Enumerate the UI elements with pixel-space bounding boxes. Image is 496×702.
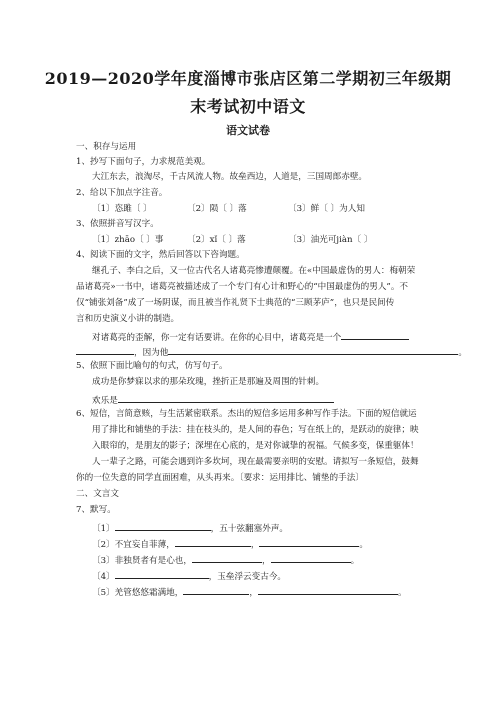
q4-answer-blank-1[interactable] <box>341 330 409 340</box>
q3-label: 3、依照拼音写汉字。 <box>76 219 159 229</box>
section2-heading: 二、文言文 <box>76 489 119 499</box>
q7-item-2-blank-2[interactable] <box>259 537 359 547</box>
q6-line2: 用了排比和铺垫的手法：挂在枝头的，是人间的春色；写在纸上的，是跃动的旋律；映 <box>92 425 419 435</box>
q7-item-4-text: ，玉垒浮云变古今。 <box>208 572 287 582</box>
q4-passage-line2: 品诸葛亮»一书中，诸葛亮被描述成了一个专门有心计和野心的“中国最虚伪的男人”。不 <box>76 282 409 292</box>
q6-line1: 6、短信，言简意赅，与生活紧密联系。杰出的短信多运用多种写作手法。下面的短信就运 <box>76 409 417 419</box>
q7-item-2-comma: ， <box>250 540 260 550</box>
q3-item-3: 〔3〕油光可jiàn〔 〕 <box>288 235 373 245</box>
q1-text: 大江东去，浪淘尽，千古风流人物。故垒西边，人道是，三国周郎赤壁。 <box>92 172 368 182</box>
q7-item-4-number: 〔4〕 <box>92 572 115 582</box>
q7-item-1-blank[interactable] <box>115 521 211 531</box>
q2-item-2: 〔2〕陨〔 〕落 <box>187 204 247 214</box>
q4-passage-line4: 言和历史演义小讲的制造。 <box>76 314 180 324</box>
exam-subtitle: 语文试卷 <box>226 124 270 137</box>
q7-item-1-text: ，五十弦翻塞外声。 <box>210 524 289 534</box>
q7-item-3 <box>92 553 359 567</box>
q7-item-2-text: 〔2〕不宜妄自菲薄， <box>92 540 175 550</box>
q5-prompt-text: 欢乐是 <box>92 396 118 406</box>
q4-answer-blank-3[interactable] <box>168 345 458 355</box>
q7-item-1 <box>92 521 288 535</box>
q4-because-text: ，因为他 <box>134 348 169 358</box>
q7-item-2-end: 。 <box>359 540 369 550</box>
q7-item-2-blank-1[interactable] <box>175 537 251 547</box>
q7-item-3-blank-2[interactable] <box>271 553 351 563</box>
q7-item-2 <box>92 537 368 551</box>
exam-title-line1: 2019—2020学年度淄博市张店区第二学期初三年级期 <box>44 69 452 88</box>
q7-item-3-end: 。 <box>350 556 360 566</box>
q6-line4: 人一辈子之路，可能会遇到许多坎坷，现在最需要亲明的安慰。请拟写一条短信，鼓舞 <box>92 457 419 467</box>
q4-passage-line1: 继孔子、李白之后，又一位古代名人诸葛亮惨遭颠覆。在«中国最虚伪的男人：梅朝荣 <box>92 266 416 276</box>
q2-item-3: 〔3〕鲜〔 〕为人知 <box>288 204 365 214</box>
q7-item-5-text: 〔5〕羌管悠悠霜满地， <box>92 588 184 598</box>
q7-item-5-blank-2[interactable] <box>258 585 398 595</box>
q4-prompt-text: 对诸葛亮的歪解，你一定有话要讲。在你的心目中，诸葛亮是一个 <box>92 333 342 343</box>
q7-item-5-end: 。 <box>398 588 407 598</box>
q5-example: 成功是你梦寐以求的那朵玫瑰，挫折正是那遍及周围的针刺。 <box>92 377 325 387</box>
section1-heading: 一、积存与运用 <box>76 142 137 152</box>
q7-label: 7、默写。 <box>76 505 116 515</box>
q3-item-1: 〔1〕zhāo〔 〕事 <box>92 235 164 245</box>
q4-end-mark: 。 <box>458 348 467 358</box>
q4-prompt-line1 <box>92 330 409 344</box>
q3-item-2: 〔2〕xǐ〔 〕落 <box>187 235 246 245</box>
q5-answer-blank[interactable] <box>118 393 334 403</box>
q7-item-4 <box>92 569 286 583</box>
q1-label: 1、抄写下面句子，力求规范美观。 <box>76 157 211 167</box>
q7-item-3-comma: ， <box>262 556 271 566</box>
q7-item-5-blank-1[interactable] <box>183 585 249 595</box>
q6-line3: 入眼帘的，是朋友的影子；深埋在心底的，是对你诚挚的祝福。气候多变，保重躯体！ <box>92 441 419 451</box>
q7-item-1-number: 〔1〕 <box>92 524 115 534</box>
q2-label: 2、给以下加点字注音。 <box>76 188 168 198</box>
q6-line5: 你的一位失意的同学直面困难，从头再来。〔要求：运用排比、铺垫的手法〕 <box>76 473 364 483</box>
q5-prompt-line <box>92 393 334 407</box>
q4-answer-blank-2[interactable] <box>76 345 134 355</box>
q4-prompt-line2 <box>76 345 467 359</box>
q7-item-3-text: 〔3〕非独贤者有是心也， <box>92 556 192 566</box>
q7-item-3-blank-1[interactable] <box>192 553 262 563</box>
q7-item-5 <box>92 585 407 599</box>
q4-label: 4、阅读下面的文字，然后回答以下咨询题。 <box>76 250 245 260</box>
q7-item-5-comma: ， <box>249 588 259 598</box>
q5-label: 5、依照下面比喻句的句式，仿写句子。 <box>76 361 228 371</box>
exam-title-line2: 末考试初中语文 <box>190 97 306 116</box>
q2-item-1: 〔1〕恣雎〔 〕 <box>92 204 152 214</box>
q7-item-4-blank[interactable] <box>115 569 209 579</box>
q4-passage-line3: 仅“铺张刘备”成了一场阴谋，而且被当作礼贤下士典范的“三顾茅庐”，也只是民间传 <box>76 298 395 308</box>
